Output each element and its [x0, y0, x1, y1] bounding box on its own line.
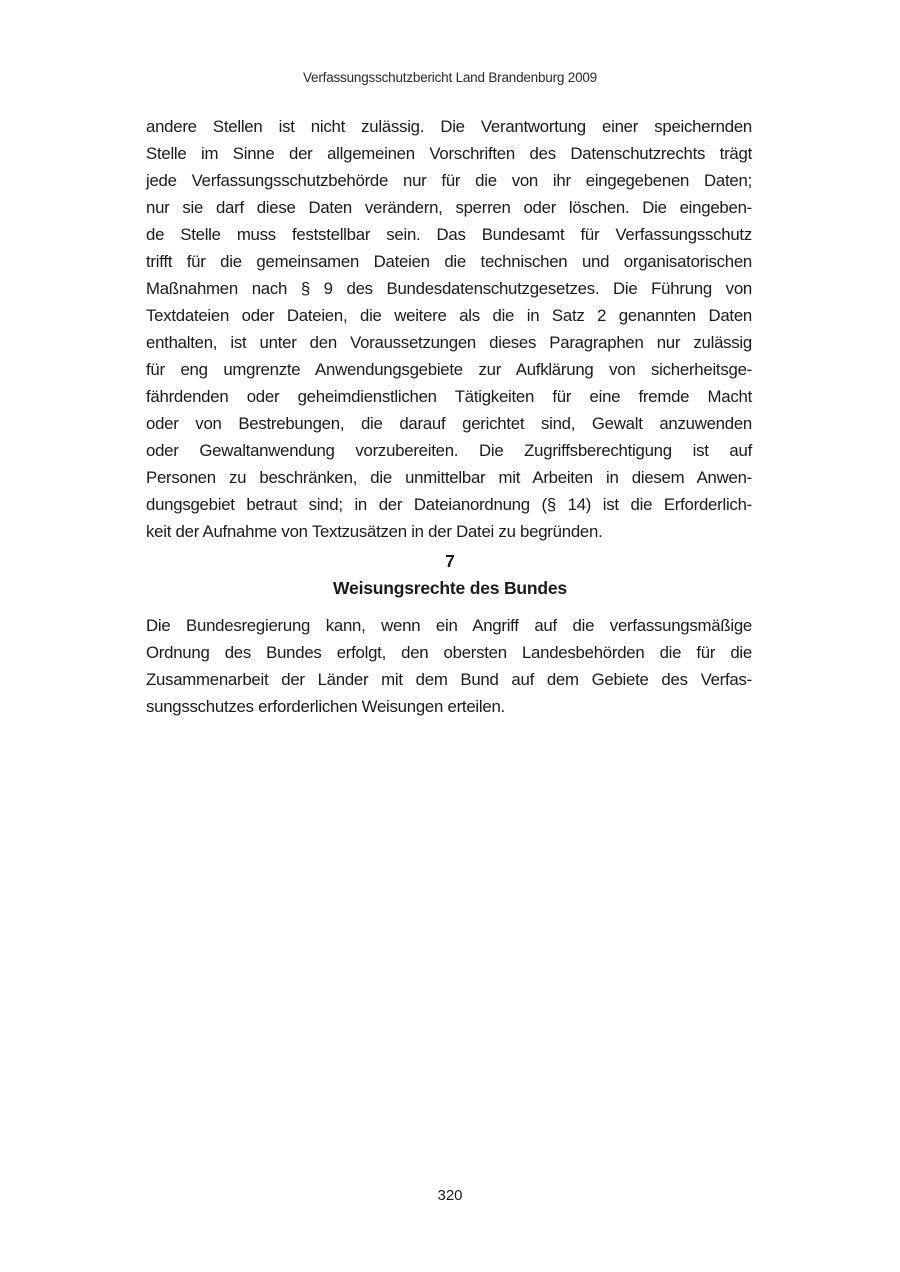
- text-line: Textdateien oder Dateien, die weitere als die in Satz 2 genannten Daten: [146, 306, 752, 325]
- text-line: Maßnahmen nach § 9 des Bundesdatenschutzgesetzes. Die Führung von: [146, 279, 752, 298]
- text-line: Ordnung des Bundes erfolgt, den obersten Landesbehörden die für die: [146, 643, 752, 662]
- page-number: 320: [437, 1187, 463, 1204]
- text-line: für eng umgrenzte Anwendungsgebiete zur Aufklärung von sicherheitsge-: [146, 360, 752, 379]
- text-line: fährdenden oder geheimdienstlichen Tätigkeiten für eine fremde Macht: [146, 387, 752, 406]
- text-line: de Stelle muss feststellbar sein. Das Bundesamt für Verfassungsschutz: [146, 225, 752, 244]
- section-number: 7: [445, 551, 455, 571]
- text-line: Zusammenarbeit der Länder mit dem Bund auf dem Gebiete des Verfas-: [146, 670, 752, 689]
- paragraph-continued: [146, 113, 752, 545]
- text-line: trifft für die gemeinsamen Dateien die technischen und organisatorischen: [146, 252, 752, 271]
- text-line: dungsgebiet betraut sind; in der Dateianordnung (§ 14) ist die Erforderlich-: [146, 495, 752, 514]
- text-line: jede Verfassungsschutzbehörde nur für die von ihr eingegebenen Daten;: [146, 171, 752, 190]
- text-line: andere Stellen ist nicht zulässig. Die Verantwortung einer speichernden: [146, 117, 752, 136]
- text-line: keit der Aufnahme von Textzusätzen in der Datei zu begründen.: [146, 522, 603, 541]
- text-line: sungsschutzes erforderlichen Weisungen erteilen.: [146, 697, 505, 716]
- text-line: oder von Bestrebungen, die darauf gerichtet sind, Gewalt anzuwenden: [146, 414, 752, 433]
- text-line: Stelle im Sinne der allgemeinen Vorschriften des Datenschutzrechts trägt: [146, 144, 752, 163]
- running-header: Verfassungsschutzbericht Land Brandenburg 2009: [302, 70, 597, 85]
- section-paragraph: [146, 612, 752, 720]
- section-heading: Weisungsrechte des Bundes: [333, 578, 567, 598]
- text-line: Die Bundesregierung kann, wenn ein Angriff auf die verfassungsmäßige: [146, 616, 752, 635]
- text-line: nur sie darf diese Daten verändern, sperren oder löschen. Die eingeben-: [146, 198, 752, 217]
- text-line: Personen zu beschränken, die unmittelbar mit Arbeiten in diesem Anwen-: [146, 468, 752, 487]
- text-line: oder Gewaltanwendung vorzubereiten. Die Zugriffsberechtigung ist auf: [146, 441, 752, 460]
- text-line: enthalten, ist unter den Voraussetzungen dieses Paragraphen nur zulässig: [146, 333, 752, 352]
